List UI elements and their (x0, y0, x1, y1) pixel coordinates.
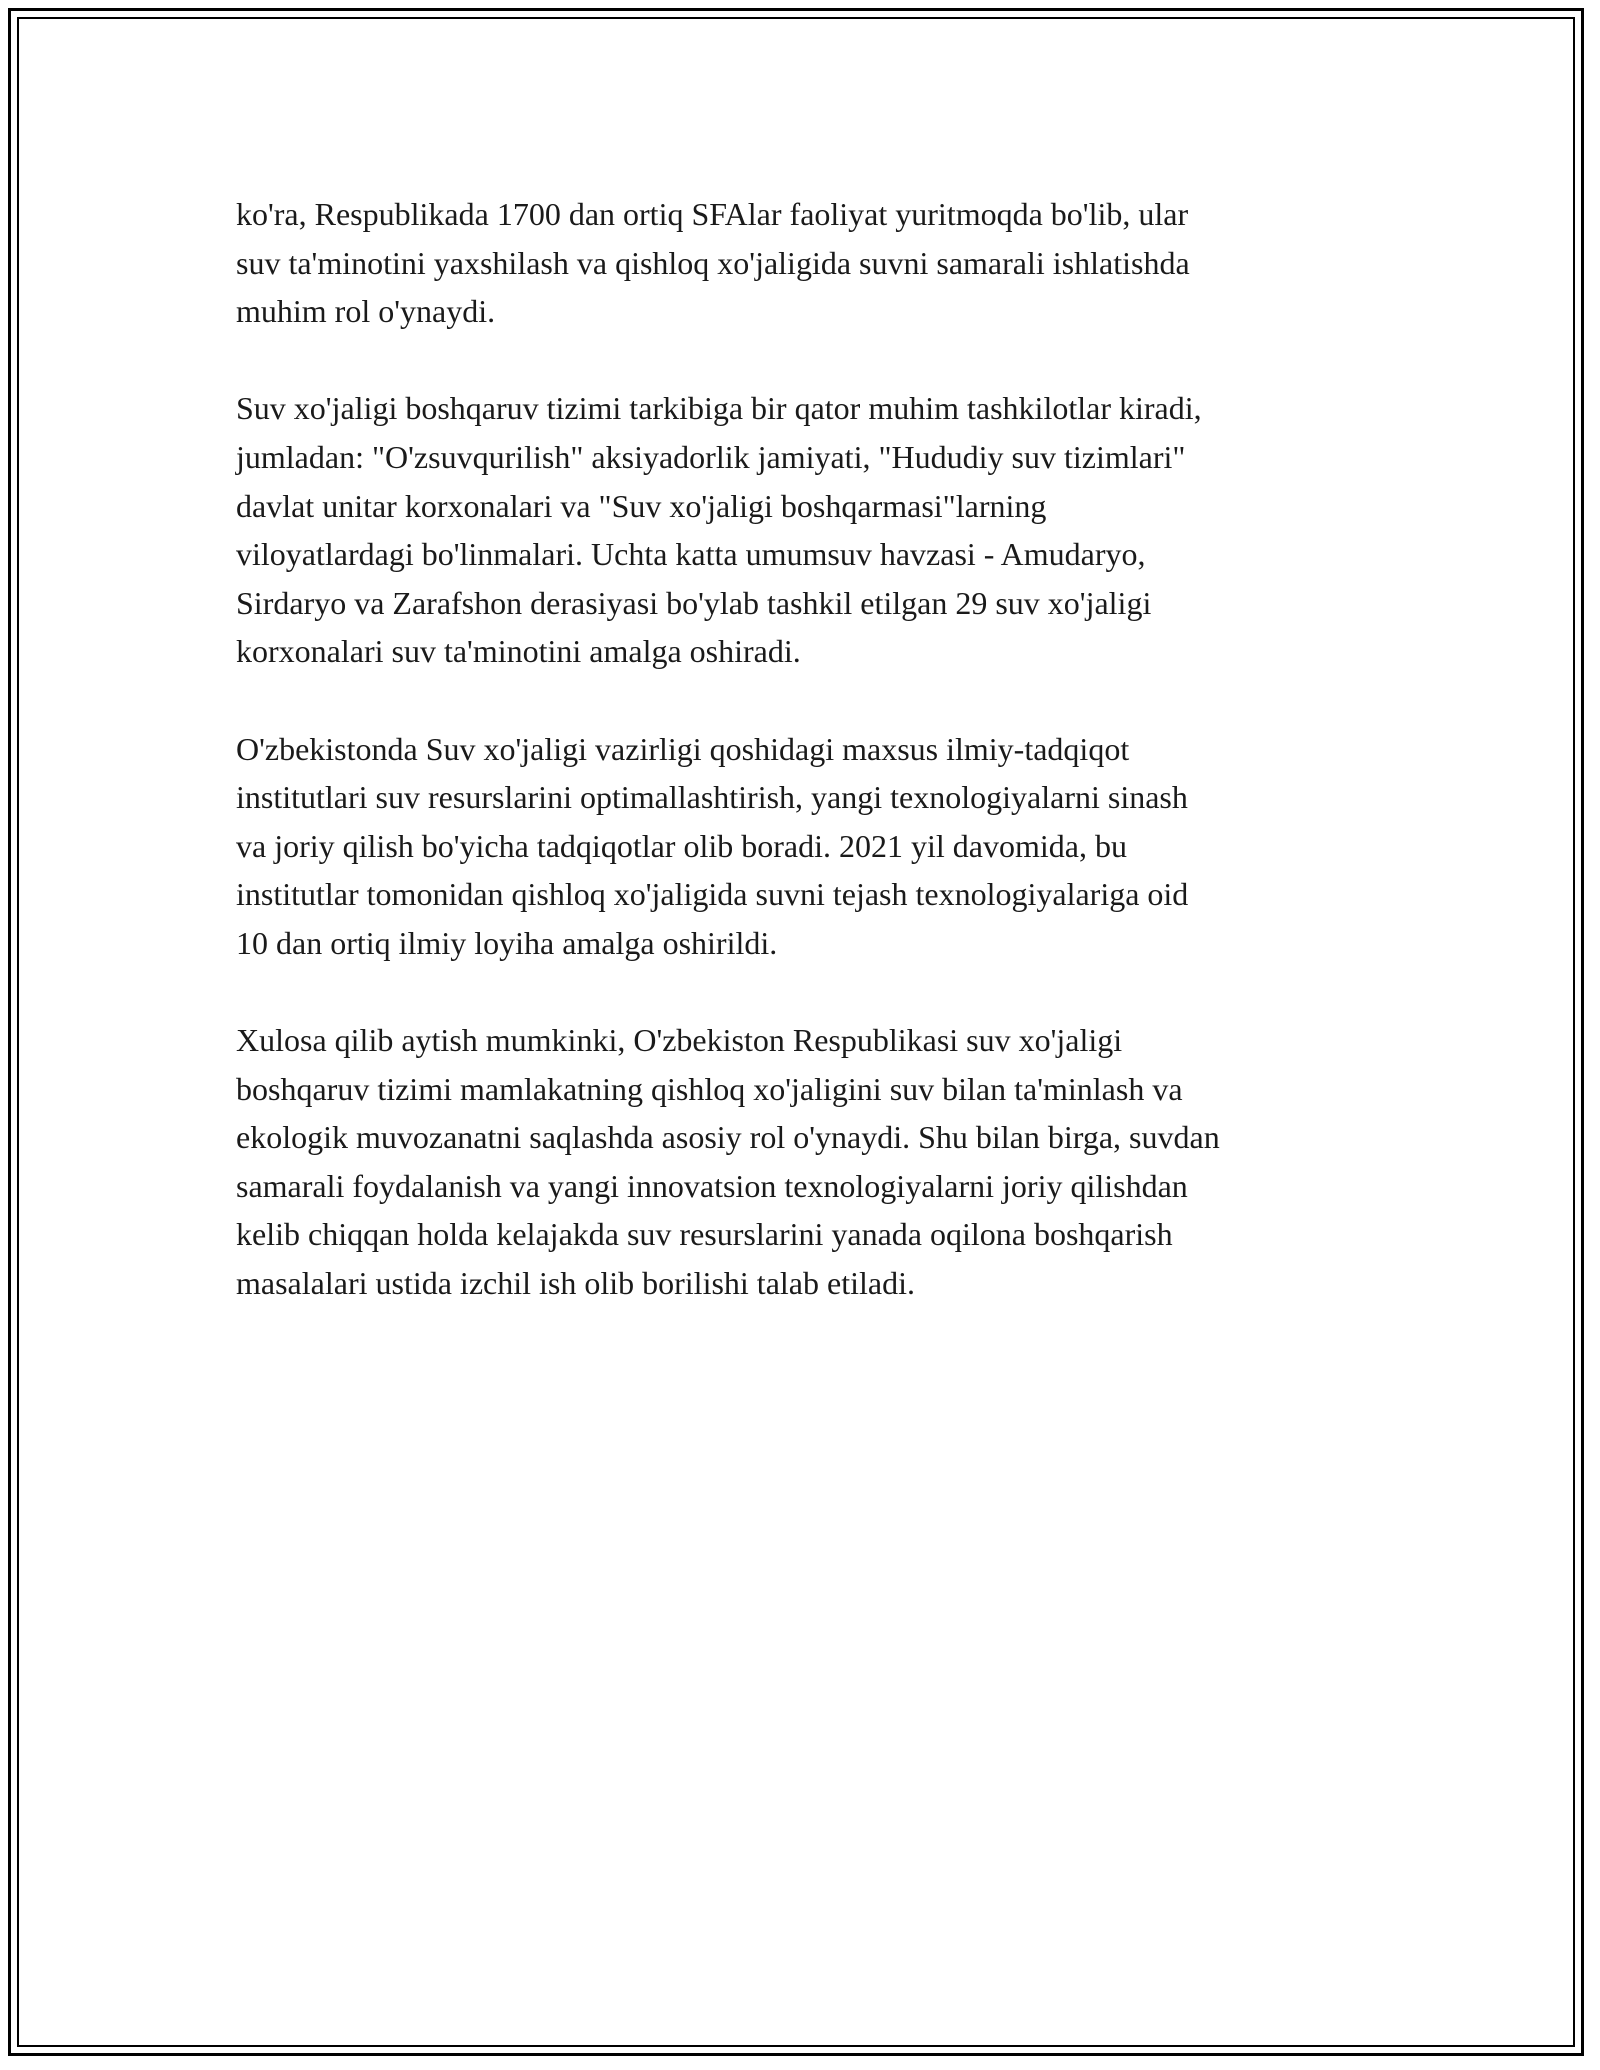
paragraph-2 (236, 384, 1386, 676)
text-line: ko'ra, Respublikada 1700 dan ortiq SFAlar faoliyat yuritmoqda bo'lib, ular (236, 196, 1189, 232)
text-line: korxonalari suv ta'minotini amalga oshiradi. (236, 633, 801, 670)
paragraph-3 (236, 725, 1386, 968)
text-line: ekologik muvozanatni saqlashda asosiy rol o'ynaydi. Shu bilan birga, suvdan (236, 1119, 1220, 1156)
text-line: muhim rol o'ynaydi. (236, 293, 496, 330)
document-body (236, 190, 1386, 1356)
text-line: kelib chiqqan holda kelajakda suv resurslarini yanada oqilona boshqarish (236, 1216, 1173, 1253)
text-line: va joriy qilish bo'yicha tadqiqotlar olib boradi. 2021 yil davomida, bu (236, 827, 1127, 864)
text-line: masalalari ustida izchil ish olib borilishi talab etiladi. (236, 1265, 915, 1302)
text-line: davlat unitar korxonalari va "Suv xo'jaligi boshqarmasi"larning (236, 487, 1047, 524)
text-line: Sirdaryo va Zarafshon derasiyasi bo'ylab tashkil etilgan 29 suv xo'jaligi (236, 584, 1152, 621)
text-line: suv ta'minotini yaxshilash va qishloq xo'jaligida suvni samarali ishlatishda (236, 244, 1190, 281)
text-line: Xulosa qilib aytish mumkinki, O'zbekiston Respublikasi suv xo'jaligi (236, 1022, 1123, 1059)
text-line: O'zbekistonda Suv xo'jaligi vazirligi qoshidagi maxsus ilmiy-tadqiqot (236, 730, 1130, 767)
text-line: boshqaruv tizimi mamlakatning qishloq xo'jaligini suv bilan ta'minlash va (236, 1070, 1183, 1107)
text-line: institutlari suv resurslarini optimallashtirish, yangi texnologiyalarni sinash (236, 779, 1188, 816)
text-line: jumladan: "O'zsuvqurilish" aksiyadorlik jamiyati, "Hududiy suv tizimlari" (236, 438, 1186, 475)
paragraph-1 (236, 190, 1386, 336)
text-line: viloyatlardagi bo'linmalari. Uchta katta umumsuv havzasi - Amudaryo, (236, 536, 1146, 573)
text-line: samarali foydalanish va yangi innovatsion texnologiyalarni joriy qilishdan (236, 1167, 1188, 1204)
text-line: Suv xo'jaligi boshqaruv tizimi tarkibiga bir qator muhim tashkilotlar kiradi, (236, 390, 1202, 427)
text-line: 10 dan ortiq ilmiy loyiha amalga oshirildi. (236, 924, 778, 961)
paragraph-4 (236, 1016, 1386, 1308)
text-line: institutlar tomonidan qishloq xo'jaligida suvni tejash texnologiyalariga oid (236, 876, 1189, 913)
